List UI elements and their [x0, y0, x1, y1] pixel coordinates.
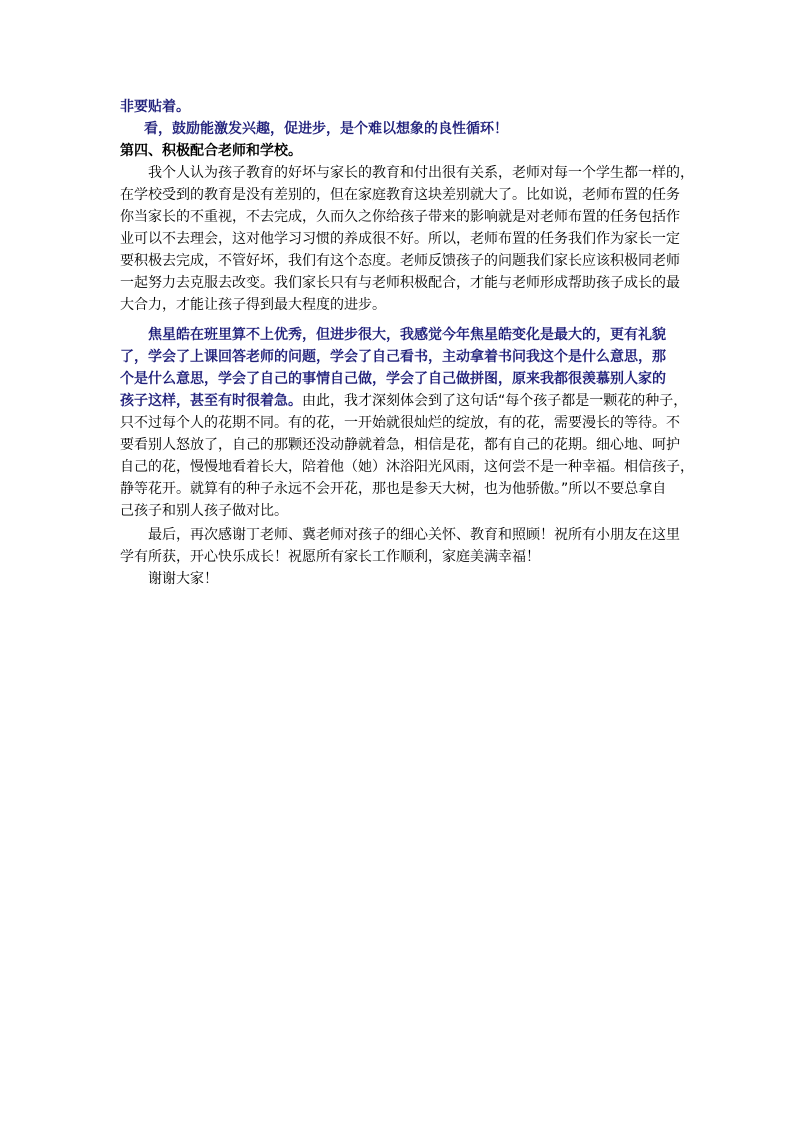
paragraph-line: 学有所获，开心快乐成长！祝愿所有家长工作顺利，家庭美满幸福！	[120, 549, 540, 565]
paragraph-line: 在学校受到的教育是没有差别的，但在家庭教育这块差别就大了。比如说，老师布置的任务	[120, 187, 680, 203]
paragraph-line: 看，鼓励能激发兴趣，促进步，是个难以想象的良性循环！	[144, 121, 508, 137]
paragraph-line: 业可以不去理会，这对他学习习惯的养成很不好。所以，老师布置的任务我们作为家长一定	[120, 231, 680, 247]
paragraph-line	[120, 390, 687, 412]
paragraph-line: 静等花开。就算有的种子永远不会开花，那也是参天大树，也为他骄傲。”所以不要总拿自	[120, 481, 667, 497]
paragraph-line: 个是什么意思，学会了自己的事情自己做，学会了自己做拼图，原来我都很羡慕别人家的	[120, 371, 666, 387]
paragraph-line: 非要贴着。	[120, 99, 190, 115]
paragraph-line: 要看别人怒放了，自己的那颗还没动静就着急，相信是花，都有自己的花期。细心地、呵护	[120, 437, 680, 453]
paragraph-line: 一起努力去克服去改变。我们家长只有与老师积极配合，才能与老师形成帮助孩子成长的最	[120, 275, 680, 291]
paragraph-line: 只不过每个人的花期不同。有的花，一开始就很灿烂的绽放，有的花，需要漫长的等待。不	[120, 415, 680, 431]
paragraph-line: 自己的花，慢慢地看着长大，陪着他（她）沐浴阳光风雨，这何尝不是一种幸福。相信孩子，	[120, 459, 694, 475]
paragraph-line: 最后，再次感谢丁老师、冀老师对孩子的细心关怀、教育和照顾！祝所有小朋友在这里	[148, 527, 680, 543]
paragraph-line: 要积极去完成，不管好坏，我们有这个态度。老师反馈孩子的问题我们家长应该积极同老师	[120, 253, 680, 269]
paragraph-line: 己孩子和别人孩子做对比。	[120, 503, 288, 519]
paragraph-line: 了，学会了上课回答老师的问题，学会了自己看书，主动拿着书问我这个是什么意思，那	[120, 349, 666, 365]
section-heading: 第四、积极配合老师和学校。	[120, 143, 302, 159]
normal-text: 由此，我才深刻体会到了这句话“每个孩子都是一颗花的种子，	[302, 393, 688, 409]
paragraph-line: 焦星皓在班里算不上优秀，但进步很大，我感觉今年焦星皓变化是最大的，更有礼貌	[148, 327, 666, 343]
closing-line: 谢谢大家！	[148, 571, 218, 587]
paragraph-line: 你当家长的不重视，不去完成，久而久之你给孩子带来的影响就是对老师布置的任务包括作	[120, 209, 680, 225]
emphasis-text: 孩子这样，甚至有时很着急。	[120, 393, 302, 409]
paragraph-line: 大合力，才能让孩子得到最大程度的进步。	[120, 297, 386, 313]
paragraph-line: 我个人认为孩子教育的好坏与家长的教育和付出很有关系，老师对每一个学生都一样的，	[148, 165, 694, 181]
